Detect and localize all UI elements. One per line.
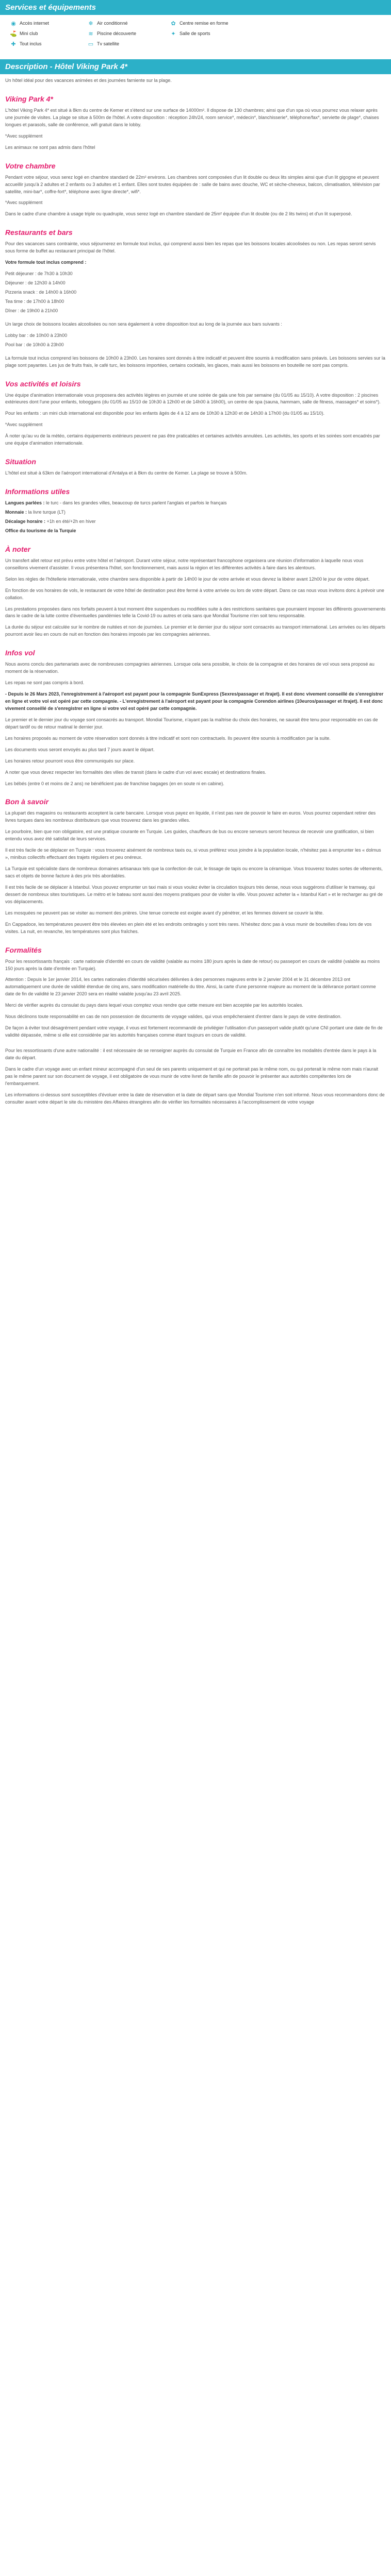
note-paragraph: Un transfert allet retour est prévu entre votre hôtel et l'aéroport. Durant votre séjour, notre représentant francophone organisera une réunion d'information à laquelle nous vous conseillons vivement d'assister. Il vous présentera l'hôtel, son fonctionnement, mais aussi la région et les différentes activités à faire dans les alentours. — [5, 557, 364, 570]
service-sports: ✦ Salle de sports — [171, 30, 210, 37]
formal-paragraph: Les informations ci-dessus sont susceptibles d'évoluer entre la date de réservation et la date de départ sans que Mondial Tourisme n'en soit informé. Nous vous recommandons donc de consulter avant votre départ le site du ministère des Affaires étrangères afin de vérifier les formalités nécessaires à l'accomplissement de votre voyage — [5, 1092, 385, 1105]
useful-item: Décalage horaire : +1h en été/+2h en hiver — [5, 518, 96, 524]
note-paragraph: La durée du séjour est calculée sur le nombre de nuitées et non de journées. Le premier et le dernier jour du séjour sont consacrés au transport international. Les arrivées ou les départs pourront avoir lieu en cours de nuit en fonction des horaires imposés par les compagnies aériennes. — [5, 624, 385, 637]
note-paragraph: Selon les règles de l'hôtellerie internationale, votre chambre sera disponible à partir de 14h00 le jour de votre arrivée et vous devrez la libérer avant 12h00 le jour de votre départ. — [5, 576, 370, 582]
formal-paragraph: Nous déclinons toute responsabilité en cas de non possession de documents de voyage valides, qui vous empêcheraient d'entrer dans le pays de votre destination. — [5, 1014, 342, 1020]
restaurants-paragraph-2: La formule tout inclus comprend les boissons de 10h00 à 23h00. Les horaires sont donnés à titre indicatif et peuvent être soumis à modification sans préavis. Les boissons servies sur la plage sont payantes. Les jus de fruits frais, le café turc, les boissons importées, certains cocktails, les glaces, mais aussi les boissons en bouteille ne sont pas compris. — [5, 355, 385, 368]
room-note: *Avec supplément — [5, 200, 43, 206]
formula-label: Votre formule tout inclus comprend : — [5, 260, 87, 265]
tv-icon: ▭ — [88, 41, 94, 47]
meal-item: Dîner : de 19h00 à 21h00 — [5, 308, 58, 313]
useful-item: Langues parlées : le turc - dans les grandes villes, beaucoup de turcs parlent l'anglais et parfois le français — [5, 500, 227, 506]
formal-heading: Formalités — [5, 945, 42, 954]
description-title: Description - Hôtel Viking Park 4* — [5, 62, 128, 71]
flight-heading: Infos vol — [5, 649, 35, 657]
service-fitness: ✿ Centre remise en forme — [171, 20, 229, 27]
formal-paragraph: De façon à éviter tout désagrément pendant votre voyage, il vous est fortement recommandé de privilégier l'utilisation d'un passeport valide plutôt qu'une CNI portant une date de fin de validité dépassée, même si elle est considérée par les autorités françaises comme étant toujours en cours de validité. — [5, 1025, 383, 1038]
flight-paragraph: Les repas ne sont pas compris à bord. — [5, 680, 85, 686]
flight-paragraph: Les horaires proposés au moment de votre réservation sont donnés à titre indicatif et sont non contractuels. Ils peuvent être soumis à modification par la suite. — [5, 735, 331, 741]
restaurants-heading: Restaurants et bars — [5, 228, 73, 237]
flight-paragraph: A noter que vous devez respecter les formalités des villes de transit (dans le cadre d'un vol avec escale) et destinations finales. — [5, 769, 266, 775]
good-heading: Bon à savoir — [5, 798, 49, 806]
good-paragraph: Il est très facile de se déplacer en Turquie : vous trouverez aisément de nombreux taxis ou, si vous préférez vous joindre à la population locale, n'hésitez pas à emprunter les « dolmus », minibus collectifs effectuant des trajets réguliers et peu onéreux. — [5, 848, 381, 860]
useful-item: Monnaie : la livre turque (LT) — [5, 510, 66, 515]
service-allinclusive: ✚ Tout inclus — [11, 41, 42, 47]
sports-icon: ✦ — [171, 30, 176, 37]
good-paragraph: Les mosquées ne peuvent pas se visiter au moment des prières. Une tenue correcte est exigée avant d'y pénétrer, et les femmes doivent se couvrir la tête. — [5, 910, 324, 916]
formal-paragraph: Dans le cadre d'un voyage avec un enfant mineur accompagné d'un seul de ses parents uniquement et qui ne porterait pas le même nom, ou qui porterait le même nom mais n'aurait pas le même parent sur son document de voyage, il est obligatoire de vous munir de votre livret de famille afin de pouvoir le présenter aux autorités compétentes lors de l'embarquement. — [5, 1066, 379, 1086]
hotel-heading: Viking Park 4* — [5, 94, 53, 103]
services-header — [0, 0, 391, 15]
flight-paragraph: Le premier et le dernier jour du voyage sont consacrés au transport. Mondial Tourisme, n'ayant pas la maîtrise du choix des horaires, ne saurait être tenu pour responsable en cas de départ tardif ou de retour matinal le dernier jour. — [5, 717, 378, 730]
note-paragraph: Les prestations proposées dans nos forfaits peuvent à tout moment être suspendues ou modifiées suite à des restrictions sanitaires que pourraient imposer les différents gouvernements dans le cadre de la lutte contre d'éventuelles pandémies telle la Covid-19 ou autres et cela sans que Mondial Tourisme n'en soit tenu responsable. — [5, 606, 386, 619]
restaurants-paragraph: Pour des vacances sans contrainte, vous séjournerez en formule tout inclus, qui comprend aussi bien les repas que les boissons locales alcoolisées ou non. Les repas seront servis sous forme de buffet au restaurant principal de l'hôtel. — [5, 241, 376, 254]
formal-paragraph: Merci de vérifier auprès du consulat du pays dans lequel vous comptez vous rendre que cette mesure est bien acceptée par les autorités locales. — [5, 1003, 303, 1008]
room-heading: Votre chambre — [5, 161, 56, 170]
room-paragraph-2: Dans le cadre d'une chambre à usage triple ou quadruple, vous serez logé en chambre standard de 25m² équipée d'un lit double (ou de 2 lits twins) et d'un lit superposé. — [5, 211, 352, 217]
snowflake-icon: ❄ — [88, 20, 93, 27]
spa-icon: ✿ — [171, 20, 176, 27]
good-paragraph: La plupart des magasins ou restaurants acceptent la carte bancaire. Lorsque vous payez en liquide, il n'est pas rare de pouvoir le faire en euros. Vous pourrez cependant retirer des livres turques dans les nombreux distributeurs que vous trouverez dans les grandes villes. — [5, 810, 376, 823]
formal-paragraph: Attention : Depuis le 1er janvier 2014, les cartes nationales d'identité sécurisées délivrées à des personnes majeures entre le 2 janvier 2004 et le 31 décembre 2013 ont automatiquement une durée de validité étendue de cinq ans, sans modification matérielle du titre. Ainsi, la carte d'une personne majeure au moment de la délivrance portant comme date de fin de validité le 23 janvier 2020 sera en réalité valable jusqu'au 23 avril 2025. — [5, 977, 376, 997]
flight-checkin-warning: - Depuis le 26 Mars 2023, l'enregistrement à l'aéroport est payant pour la compagnie SunExpress (Sexres/passager et /trajet). Il est donc vivement conseillé de s'enregistrer en ligne et votre vol est opéré par cette compagnie. - L'enregistrement à l'aéroport est payant pour la compagnie Corendon airlines (10euros/passager et /trajet). Il est donc vivement conseillé de s'enregistrer en ligne si votre vol est opéré par cette compagnie. — [5, 691, 384, 711]
good-paragraph: En Cappadoce, les températures peuvent être très élevées en plein été et les endroits ombragés y sont très rares. N'hésitez donc pas à vous munir de bouteilles d'eau lors de vos visites. La nuit, en revanche, les températures sont plus fraîches. — [5, 921, 372, 934]
pool-icon: ≋ — [88, 30, 93, 37]
activities-heading: Vos activités et loisirs — [5, 379, 81, 388]
meal-item: Tea time : de 17h00 à 18h00 — [5, 298, 64, 304]
hotel-animals: Les animaux ne sont pas admis dans l'hôtel — [5, 144, 95, 150]
room-paragraph: Pendant votre séjour, vous serez logé en chambre standard de 22m² environs. Les chambres sont composées d'un lit double ou deux lits simples ainsi que d'un lit gigogne et peuvent accueillir jusqu'à 2 adultes et 2 enfants ou 3 adultes et 1 enfant. Elles sont toutes équipées de : salle de bains avec douche, WC et sèche-cheveux, balcon, climatisation, télévision par satellite, mini-bar*, coffre-fort*, téléphone avec ligne directe*, wifi*. — [5, 174, 380, 194]
meal-item: Déjeuner : de 12h30 à 14h00 — [5, 280, 66, 286]
formal-paragraph: Pour les ressortissants français : carte nationale d'identité en cours de validité (valable au moins 180 jours après la date de retour) ou passeport en cours de validité (valable au moins 150 jours après la date d'entrée en Turquie). — [5, 958, 380, 971]
activities-paragraph: Une équipe d'animation internationale vous proposera des activités légères en journée et une soirée de gala une fois par semaine (du 01/05 au 15/10). A votre disposition : 2 piscines extérieures dont l'une pour enfants, toboggans (du 01/05 au 15/10 de 10h30 à 12h00 et de 14h00 à 16h00), un centre de spa (sauna, hammam, salle de fitness, massages* et soins*). — [5, 392, 381, 405]
intro-text: Un hôtel idéal pour des vacances animées et des journées farniente sur la plage. — [5, 78, 172, 83]
useful-heading: Informations utiles — [5, 487, 70, 496]
activities-note: *Avec supplément — [5, 422, 43, 428]
restaurant-icon: ✚ — [11, 41, 16, 47]
wifi-icon: ◉ — [11, 20, 16, 27]
bar-item: Lobby bar : de 10h00 à 23h00 — [5, 332, 68, 338]
flight-paragraph: Les horaires retour pourront vous être communiqués sur place. — [5, 758, 135, 764]
services-grid — [0, 15, 391, 52]
flight-paragraph: Les bébés (entre 0 et moins de 2 ans) ne bénéficient pas de franchise bagages (en en soute ni en cabine). — [5, 781, 224, 786]
formal-paragraph: Pour les ressortissants d'une autre nationalité : il est nécessaire de se renseigner auprès du consulat de Turquie en France afin de connaître les modalités d'entrée dans le pays à la date du départ. — [5, 1048, 377, 1060]
hotel-note: *Avec supplément — [5, 133, 43, 139]
service-miniclub: ⛳ Mini club — [10, 30, 38, 37]
flight-paragraph: Nous avons conclu des partenariats avec de nombreuses compagnies aériennes. Lorsque cela sera possible, le choix de la compagnie et des horaires de vol vous sera proposé au moment de la réservation. — [5, 662, 374, 674]
golf-icon: ⛳ — [10, 30, 17, 37]
service-pool: ≋ Piscine découverte — [88, 30, 137, 37]
activities-paragraph-3: À noter qu'au vu de la météo, certains équipements extérieurs peuvent ne pas être praticables et certaines activités annulées. Les activités, les sports et les soirées sont encadrés par une équipe d'animation internationale. — [5, 433, 380, 446]
services-title: Services et équipements — [5, 3, 96, 12]
hotel-paragraph: L'hôtel Viking Park 4* est situé à 8km du centre de Kemer et s'étend sur une surface de 14000m². Il dispose de 130 chambres; ainsi que d'un spa où vous pourrez vous relaxer après une journée de visites. La plage se situe à 500m de l'hôtel. A votre disposition : réception 24h/24, room service*, médecin*, blanchisserie*, téléphone/fax*, serviette de plage*, chaises longues et parasols, salle de conférence, wifi gratuit dans le lobby. — [5, 107, 379, 127]
bars-intro: Un large choix de boissons locales alcoolisées ou non sera également à votre disposition tout au long de la journée aux bars suivants : — [5, 321, 282, 327]
good-paragraph: Le pourboire, bien que non obligatoire, est une pratique courante en Turquie. Les guides, chauffeurs de bus ou encore serveurs seront heureux de recevoir une gratification, si bien entendu vous avez été satisfait de leurs services. — [5, 829, 374, 842]
page — [0, 0, 391, 1106]
description-header — [0, 59, 391, 74]
good-paragraph: La Turquie est spécialiste dans de nombreux domaines artisanaux tels que la confection de cuir, le tissage de tapis ou encore la céramique. Vous trouverez toutes sortes de vêtements, sacs et objets de bonne facture à des prix très abordables. — [5, 866, 383, 878]
good-paragraph: Il est très facile de se déplacer à Istanbul. Vous pouvez emprunter un taxi mais si vous voulez éviter la circulation toujours très dense, nous vous suggérons d'utiliser le tramway, qui dessert de nombreux sites touristiques. Le métro et le bateau sont aussi des moyens pratiques pour de visiter la ville. Vous pouvez acheter la « Istanbul Kart » et le recharger au gré de vos déplacements. — [5, 884, 383, 904]
service-air: ❄ Air conditionné — [88, 20, 128, 27]
note-heading: À noter — [5, 545, 30, 553]
useful-item: Office du tourisme de la Turquie — [5, 528, 76, 533]
service-tv: ▭ Tv satellite — [88, 41, 120, 47]
bar-item: Pool bar : de 10h00 à 23h00 — [5, 342, 64, 347]
flight-paragraph: Les documents vous seront envoyés au plus tard 7 jours avant le départ. — [5, 747, 155, 752]
service-internet: ◉ Accès internet — [11, 20, 50, 27]
situation-paragraph: L'hôtel est situé à 63km de l'aéroport international d'Antalya et à 8km du centre de Kemer. La plage se trouve à 500m. — [5, 470, 248, 476]
note-paragraph: En fonction de vos horaires de vols, le restaurant de votre hôtel de destination peut être fermé à votre arrivée ou lors de votre départ. Dans ce cas nous vous invitons donc à prévoir une collation. — [5, 587, 384, 600]
situation-heading: Situation — [5, 457, 36, 466]
activities-kids: Pour les enfants : un mini club international est disponible pour les enfants âgés de 4 à 12 ans de 10h30 à 12h30 et de 14h30 à 17h00 (du 01/05 au 15/10). — [5, 411, 324, 416]
meal-item: Petit déjeuner : de 7h30 à 10h30 — [5, 271, 73, 277]
description-content — [0, 77, 391, 1106]
meal-item: Pizzeria snack : de 14h00 à 16h00 — [5, 290, 77, 295]
